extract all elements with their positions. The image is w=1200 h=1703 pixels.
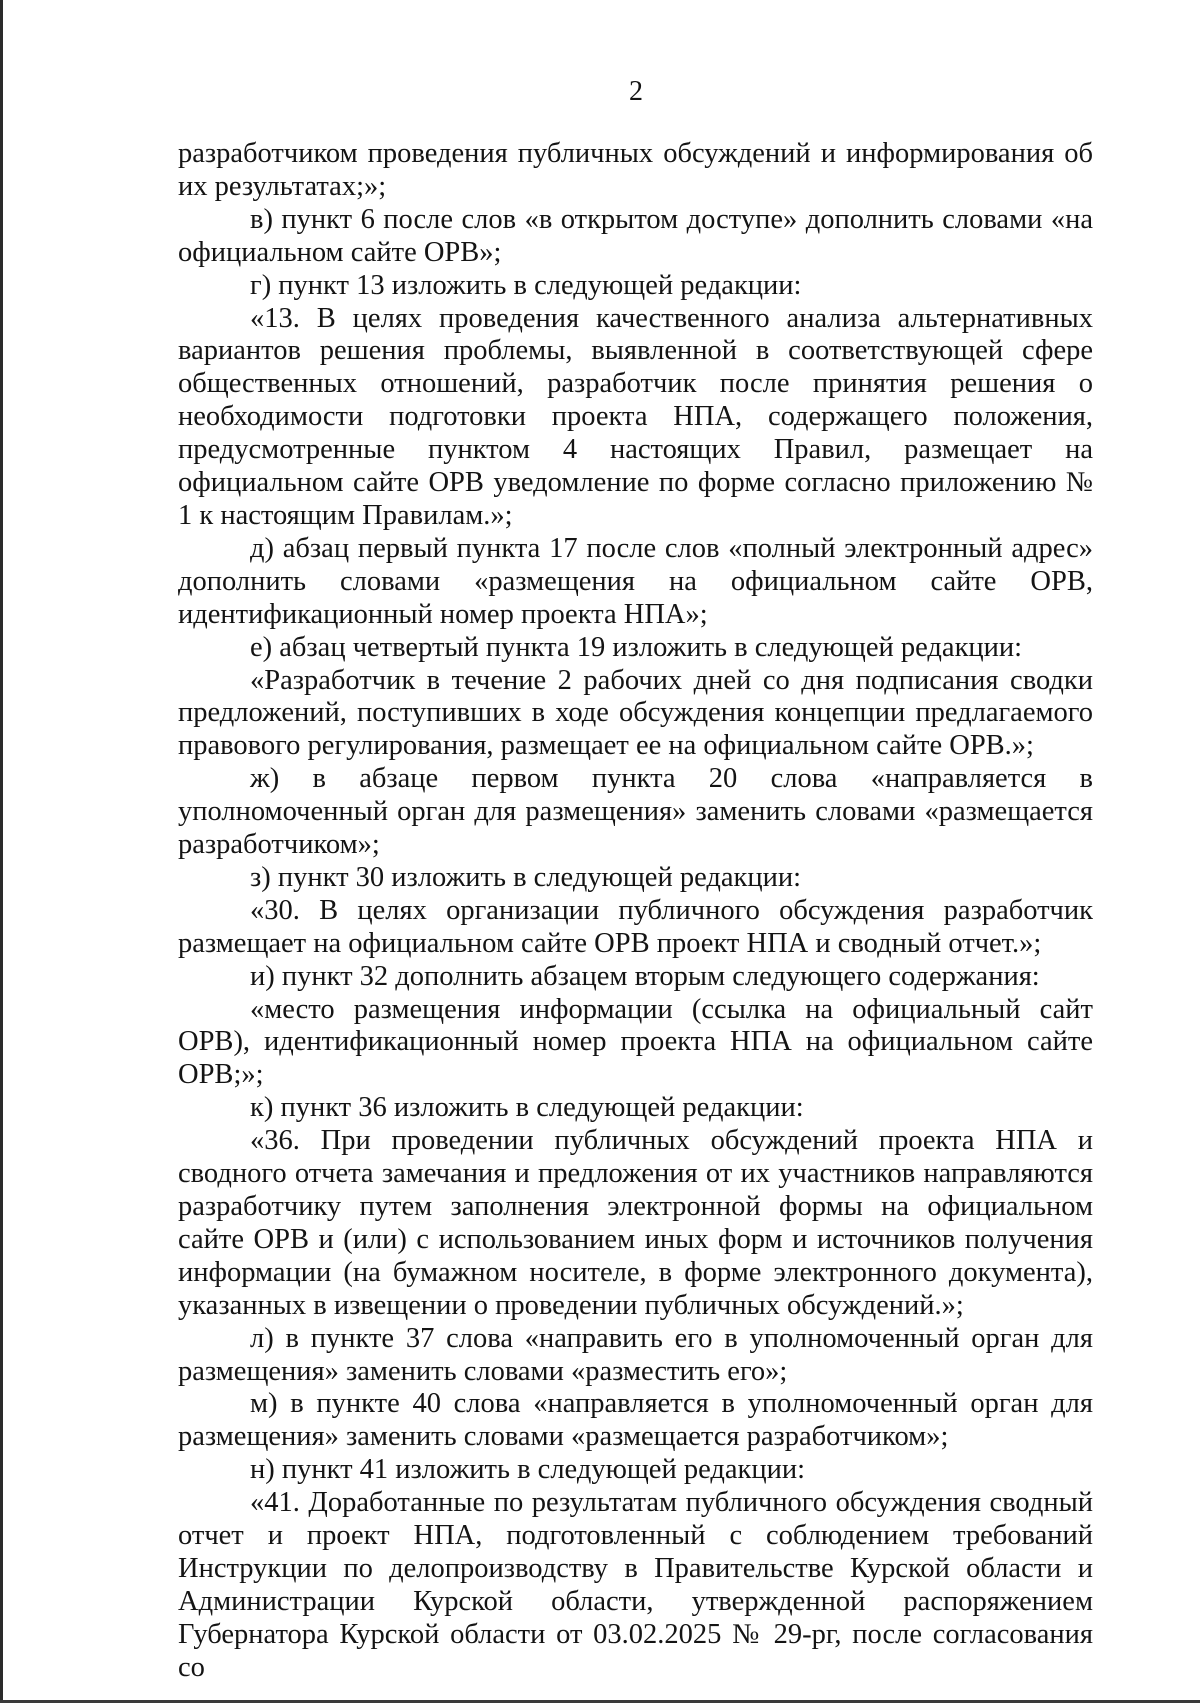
paragraph: д) абзац первый пункта 17 после слов «полный электронный адрес» дополнить словами «размещения на официальном сайте ОРВ, идентификационный номер проекта НПА»;	[178, 532, 1093, 630]
paragraph: и) пункт 32 дополнить абзацем вторым следующего содержания:	[250, 960, 1040, 992]
paragraph: е) абзац четвертый пункта 19 изложить в следующей редакции:	[250, 631, 1023, 663]
paragraph: з) пункт 30 изложить в следующей редакции:	[250, 861, 802, 893]
paragraph: ж) в абзаце первом пункта 20 слова «направляется в уполномоченный орган для размещения» заменить словами «размещается разработчиком»;	[178, 763, 1093, 861]
paragraph: «место размещения информации (ссылка на официальный сайт ОРВ), идентификационный номер проекта НПА на официальном сайте ОРВ;»;	[178, 993, 1093, 1091]
paragraph: «13. В целях проведения качественного анализа альтернативных вариантов решения проблемы, выявленной в соответствующей сфере общественных отношений, разработчик после принятия решения о необходимости подготовки проекта НПА, содержащего положения, предусмотренные пунктом 4 настоящих Правил, размещает на официальном сайте ОРВ уведомление по форме согласно приложению № 1 к настоящим Правилам.»;	[178, 302, 1093, 531]
scan-left-edge	[0, 0, 3, 1703]
paragraph: разработчиком проведения публичных обсуждений и информирования об их результатах;»;	[178, 138, 1093, 202]
paragraph: «36. При проведении публичных обсуждений проекта НПА и сводного отчета замечания и предложения от их участников направляются разработчику путем заполнения электронной формы на официальном сайте ОРВ и (или) с использованием иных форм и источников получения информации (на бумажном носителе, в форме электронного документа), указанных в извещении о проведении публичных обсуждений.»;	[178, 1125, 1093, 1321]
paragraph: «Разработчик в течение 2 рабочих дней со дня подписания сводки предложений, поступивших в ходе обсуждения концепции предлагаемого правового регулирования, размещает ее на официальном сайте ОРВ.»;	[178, 664, 1093, 762]
paragraph: н) пункт 41 изложить в следующей редакции:	[250, 1454, 806, 1486]
paragraph: л) в пункте 37 слова «направить его в уполномоченный орган для размещения» заменить словами «разместить его»;	[178, 1322, 1093, 1387]
page-number: 2	[629, 76, 643, 107]
paragraph: к) пункт 36 изложить в следующей редакции:	[250, 1092, 804, 1124]
paragraph: «30. В целях организации публичного обсуждения разработчик размещает на официальном сайте ОРВ проект НПА и сводный отчет.»;	[178, 894, 1093, 959]
paragraph: в) пункт 6 после слов «в открытом доступе» дополнить словами «на официальном сайте ОРВ»;	[178, 203, 1093, 268]
paragraph: м) в пункте 40 слова «направляется в уполномоченный орган для размещения» заменить словами «размещается разработчиком»;	[178, 1388, 1093, 1453]
document-body	[178, 138, 1093, 1685]
paragraph: г) пункт 13 изложить в следующей редакции:	[250, 269, 802, 301]
paragraph: «41. Доработанные по результатам публичного обсуждения сводный отчет и проект НПА, подготовленный с соблюдением требований Инструкции по делопроизводству в Правительстве Курской области и Администрации Курской области, утвержденной распоряжением Губернатора Курской области от 03.02.2025 № 29-рг, после согласования со	[178, 1487, 1093, 1683]
